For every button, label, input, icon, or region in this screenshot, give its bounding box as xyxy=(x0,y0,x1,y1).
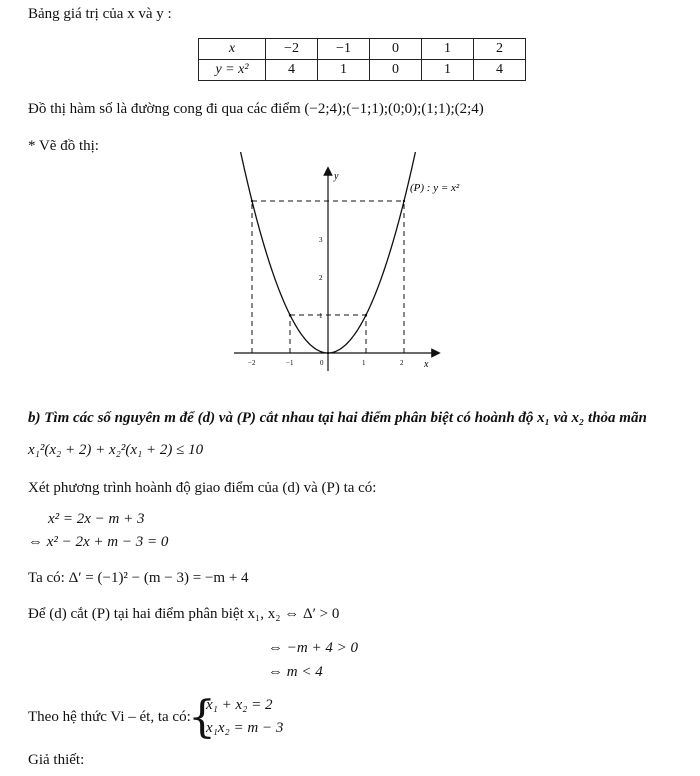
part-b-line xyxy=(28,410,647,427)
x-tick-label: −1 xyxy=(286,359,294,367)
table-cell: 4 xyxy=(474,60,526,81)
x-tick-label: 0 xyxy=(320,359,324,367)
table-cell: 1 xyxy=(422,39,474,60)
data-point xyxy=(289,314,291,316)
condition-step-3: ⇔ m < 4 xyxy=(268,664,323,680)
condition-line: Để (d) cắt (P) tại hai điểm phân biệt x₁, x₂ ⇔ Δ′ > 0 xyxy=(28,606,340,622)
brace-symbol: { xyxy=(188,692,216,743)
parabola-chart xyxy=(230,165,460,375)
table-row xyxy=(199,39,526,60)
data-point xyxy=(327,352,329,354)
table-cell: 1 xyxy=(422,60,474,81)
value-table xyxy=(198,38,526,81)
table-cell: −1 xyxy=(318,39,370,60)
data-point xyxy=(251,200,253,202)
data-point xyxy=(365,314,367,316)
table-cell: 1 xyxy=(318,60,370,81)
chart-title: (P) : y = x² xyxy=(410,182,460,194)
x-tick-label: 1 xyxy=(362,359,366,367)
data-point xyxy=(403,200,405,202)
table-cell: y = x² xyxy=(199,60,266,81)
y-axis-label: y xyxy=(334,171,339,182)
delta-line: Ta có: Δ′ = (−1)² − (m − 3) = −m + 4 xyxy=(28,570,249,586)
y-tick-label: 3 xyxy=(319,236,323,244)
part-b-text: Tìm các số nguyên m để (d) và (P) cắt nhau tại hai điểm phân biệt có hoành độ x₁ và x₂ thỏa mãn xyxy=(44,410,647,426)
x-tick-label: −2 xyxy=(248,359,256,367)
equation-1: x² = 2x − m + 3 xyxy=(48,511,145,527)
table-cell: x xyxy=(199,39,266,60)
part-b-condition: x₁²(x₂ + 2) + x₂²(x₁ + 2) ≤ 10 xyxy=(28,442,204,458)
vieta-product: x₁x₂ = m − 3 xyxy=(206,720,284,736)
vieta-intro: Theo hệ thức Vi – ét, ta có: xyxy=(28,709,191,725)
eq-intro: Xét phương trình hoành độ giao điểm của (d) và (P) ta có: xyxy=(28,480,377,496)
table-cell: −2 xyxy=(266,39,318,60)
assumption-text: Giả thiết: xyxy=(28,752,85,768)
table-cell: 0 xyxy=(370,60,422,81)
intro-text: Bảng giá trị của x và y : xyxy=(28,6,172,22)
table-cell: 2 xyxy=(474,39,526,60)
y-tick-label: 1 xyxy=(319,312,323,320)
vieta-sum: x₁ + x₂ = 2 xyxy=(206,697,273,713)
x-tick-label: 2 xyxy=(400,359,404,367)
y-tick-label: 2 xyxy=(319,274,323,282)
graph-sentence: Đồ thị hàm số là đường cong đi qua các điểm (−2;4);(−1;1);(0;0);(1;1);(2;4) xyxy=(28,101,484,117)
equation-2: ⇔ x² − 2x + m − 3 = 0 xyxy=(28,534,169,550)
table-row xyxy=(199,60,526,81)
part-b-label: b) xyxy=(28,410,41,426)
condition-step-2: ⇔ −m + 4 > 0 xyxy=(268,640,358,656)
table-cell: 0 xyxy=(370,39,422,60)
draw-heading: * Vẽ đồ thị: xyxy=(28,138,99,154)
table-cell: 4 xyxy=(266,60,318,81)
x-axis-label: x xyxy=(424,359,429,370)
